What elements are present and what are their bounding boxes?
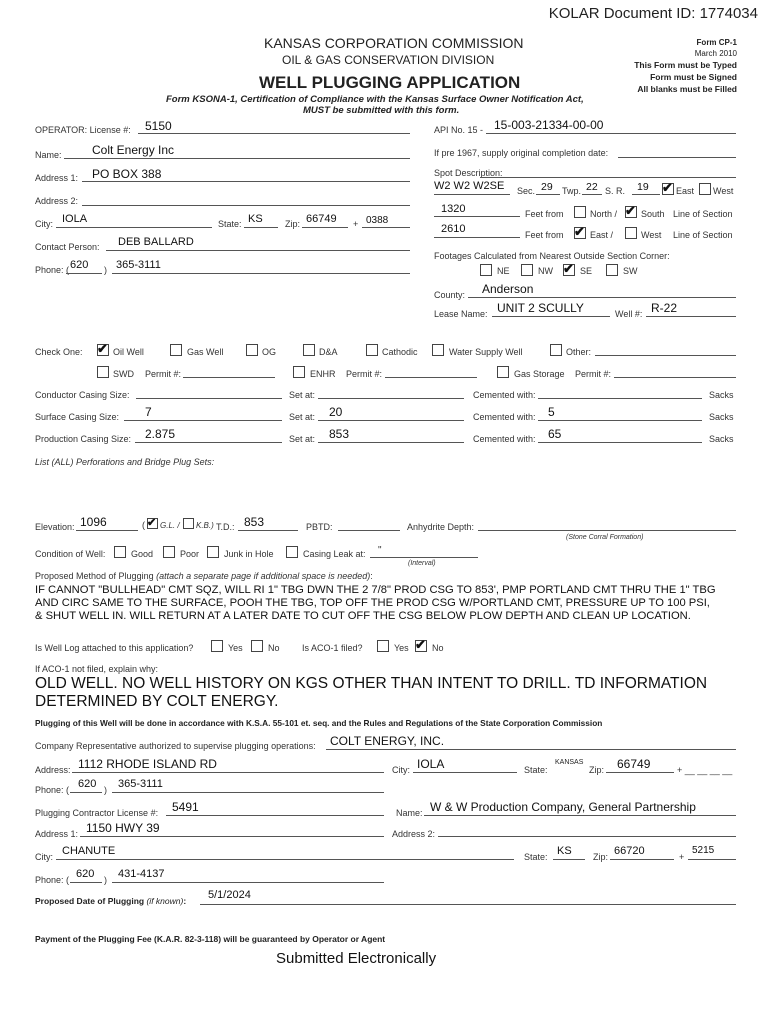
form-note-signed: Form must be Signed [650,72,737,82]
se-label: SE [580,266,593,276]
city-field[interactable]: IOLA [62,213,88,225]
surface-cemented-label: Cemented with: [473,412,536,422]
interval-note: (Interval) [408,560,436,567]
other-label: Other: [566,347,592,357]
poor-label: Poor [180,549,200,559]
good-label: Good [131,549,154,559]
sec-label: Sec. [517,186,536,196]
feet-from-label-1: Feet from [525,209,564,219]
east-footage-label: East / [590,230,614,240]
contractor-state-field[interactable]: KS [557,845,572,857]
other-checkbox[interactable] [550,344,562,356]
swd-checkbox[interactable] [97,366,109,378]
rep-address-field[interactable]: 1112 RHODE ISLAND RD [78,757,217,771]
anhydrite-label: Anhydrite Depth: [407,522,475,532]
log-yes-checkbox[interactable] [211,640,223,652]
stone-corral-note: (Stone Corral Formation) [566,534,644,541]
td-label: T.D.: [216,522,235,532]
ne-label: NE [497,266,510,276]
address2-label: Address 2: [35,196,79,206]
surface-cemented-field[interactable]: 5 [548,405,555,419]
good-checkbox[interactable] [114,546,126,558]
contractor-address1-field[interactable]: 1150 HWY 39 [86,821,160,835]
phone-label: Phone: ( [35,265,70,275]
production-casing-label: Production Casing Size: [35,434,132,444]
sw-checkbox[interactable] [606,264,618,276]
se-check-mark-icon: ✔ [563,261,574,276]
gl-check-mark-icon: ✔ [147,517,157,529]
corner-label: Footages Calculated from Nearest Outside Section Corner: [434,251,670,261]
swd-label: SWD [113,369,134,379]
sw-label: SW [623,266,638,276]
gas-well-checkbox[interactable] [170,344,182,356]
gas-well-label: Gas Well [187,347,224,357]
production-set-label: Set at: [289,434,316,444]
rep-zip-field[interactable]: 66749 [617,757,651,771]
conductor-casing-label: Conductor Casing Size: [35,390,130,400]
kb-checkbox[interactable] [183,518,194,529]
water-supply-label: Water Supply Well [449,347,523,357]
operator-license-field[interactable]: 5150 [145,119,172,133]
log-no-label: No [268,643,280,653]
elevation-label: Elevation: [35,522,75,532]
line-of-section-label-1: Line of Section [673,209,733,219]
footage-ew-field[interactable]: 2610 [441,223,466,235]
elevation-field[interactable]: 1096 [80,515,107,529]
surface-sacks-label: Sacks [709,412,734,422]
operator-name-label: Name: [35,150,62,160]
east-footage-check-mark-icon: ✔ [574,224,585,239]
well-number-field[interactable]: R-22 [651,301,678,315]
enhr-permit-label: Permit #: [346,369,383,379]
method-label: Proposed Method of Plugging (attach a separate page if additional space is needed): [35,571,373,581]
contractor-address2-label: Address 2: [392,829,436,839]
gas-storage-label: Gas Storage [514,369,565,379]
feet-from-label-2: Feet from [525,230,564,240]
form-note-typed: This Form must be Typed [634,60,737,70]
phone-area-field[interactable]: 620 [70,259,89,271]
casing-leak-checkbox[interactable] [286,546,298,558]
plugging-date-field[interactable]: 5/1/2024 [208,889,251,901]
nw-checkbox[interactable] [521,264,533,276]
phone-paren: ) [104,265,107,275]
document-id: KOLAR Document ID: 1774034 [548,5,758,22]
surface-size-field[interactable]: 7 [145,405,152,419]
production-sacks-label: Sacks [709,434,734,444]
range-label: S. R. [605,186,626,196]
nw-label: NW [538,266,553,276]
gl-label: G.L. / [160,521,180,530]
plugging-date-label: Proposed Date of Plugging (if known): [35,896,187,906]
submitted-electronically-text: Submitted Electronically [276,950,437,967]
north-checkbox[interactable] [574,206,586,218]
gas-storage-checkbox[interactable] [497,366,509,378]
contractor-address2-field[interactable] [438,836,736,837]
aco-yes-checkbox[interactable] [377,640,389,652]
oil-well-check-mark-icon: ✔ [97,341,108,356]
swd-permit-field[interactable] [183,377,275,378]
enhr-checkbox[interactable] [293,366,305,378]
conductor-cemented-label: Cemented with: [473,390,536,400]
rep-state-label: State: [524,765,548,775]
rep-address-label: Address: [35,765,71,775]
contractor-city-label: City: [35,852,53,862]
conductor-size-field[interactable] [136,398,282,399]
contractor-phone-field[interactable]: 431-4137 [118,868,165,880]
contractor-city-field[interactable]: CHANUTE [62,845,116,857]
south-label: South [641,209,665,219]
rep-state-field[interactable]: KANSAS [555,759,584,766]
conductor-set-field[interactable] [318,398,464,399]
swd-permit-label: Permit #: [145,369,182,379]
city-label: City: [35,219,53,229]
cathodic-label: Cathodic [382,347,418,357]
method-line-1: IF CANNOT "BULLHEAD" CMT SQZ, WILL RI 1" TBG DWN THE 2 7/8" PROD CSG TO 853', PMP PORTLAND CMT THRU THE 1" TBG [35,584,716,596]
other-field[interactable] [595,355,736,356]
enhr-label: ENHR [310,369,336,379]
casing-leak-field[interactable]: " [378,545,382,556]
surface-casing-label: Surface Casing Size: [35,412,120,422]
statute-text: Plugging of this Well will be done in accordance with K.S.A. 55-101 et. seq. and the Rules and Regulations of the State Corporation Commission [35,718,603,728]
north-label: North / [590,209,618,219]
twp-field[interactable]: 22 [586,181,598,193]
pbtd-label: PBTD: [306,522,333,532]
east-label: East [676,186,695,196]
elevation-paren-open: ( [142,520,145,530]
fee-guarantee-text: Payment of the Plugging Fee (K.A.R. 82-3-118) will be guaranteed by Operator or Agent [35,934,386,944]
contractor-phone-label: Phone: ( [35,875,70,885]
aco-no-check-mark-icon: ✔ [415,637,426,652]
line-of-section-label-2: Line of Section [673,230,733,240]
address1-label: Address 1: [35,173,79,183]
contractor-name-field[interactable]: W & W Production Company, General Partnership [430,800,696,814]
production-size-field[interactable]: 2.875 [145,427,176,441]
lease-name-label: Lease Name: [434,309,488,319]
rep-phone-field[interactable]: 365-3111 [118,778,163,790]
aco-explain-label: If ACO-1 not filed, explain why: [35,664,159,674]
zip-label: Zip: [285,219,301,229]
check-one-label: Check One: [35,347,83,357]
aco-explain-line-1: OLD WELL. NO WELL HISTORY ON KGS OTHER THAN INTENT TO DRILL. TD INFORMATION [35,675,708,692]
rep-label: Company Representative authorized to supervise plugging operations: [35,741,316,751]
south-check-mark-icon: ✔ [625,203,636,218]
zip-field[interactable]: 66749 [306,213,337,225]
rep-zip-label: Zip: [589,765,605,775]
cathodic-checkbox[interactable] [366,344,378,356]
agency-name: KANSAS CORPORATION COMMISSION [264,35,524,51]
condition-label: Condition of Well: [35,549,106,559]
contractor-license-field[interactable]: 5491 [172,800,199,814]
conductor-set-label: Set at: [289,390,316,400]
division-name: OIL & GAS CONSERVATION DIVISION [282,53,495,67]
rep-city-field[interactable]: IOLA [417,757,445,771]
form-note-filled: All blanks must be Filled [637,84,737,94]
production-cemented-label: Cemented with: [473,434,536,444]
form-number: Form CP-1 [696,38,737,47]
da-label: D&A [319,347,338,357]
production-cemented-field[interactable]: 65 [548,427,562,441]
contractor-state-label: State: [524,852,548,862]
twp-label: Twp. [562,186,582,196]
zip-plus: + [353,219,359,229]
sec-field[interactable]: 29 [541,181,553,193]
contractor-name-label: Name: [396,808,423,818]
west-checkbox[interactable] [699,183,711,195]
surface-set-label: Set at: [289,412,316,422]
contractor-zip4-field[interactable]: 5215 [692,845,715,856]
address1-field[interactable]: PO BOX 388 [92,167,162,181]
ne-checkbox[interactable] [480,264,492,276]
rep-field[interactable]: COLT ENERGY, INC. [330,734,445,748]
log-no-checkbox[interactable] [251,640,263,652]
production-set-field[interactable]: 853 [329,427,350,441]
contractor-phone-area-field[interactable]: 620 [76,868,95,880]
water-supply-checkbox[interactable] [432,344,444,356]
gas-storage-permit-field[interactable] [614,377,736,378]
perforations-label: List (ALL) Perforations and Bridge Plug Sets: [35,457,215,467]
og-label: OG [262,347,277,357]
page-title: WELL PLUGGING APPLICATION [259,73,521,92]
contractor-zip-plus: + [679,852,685,862]
contractor-zip-field[interactable]: 66720 [614,845,645,857]
api-field[interactable]: 15-003-21334-00-00 [494,118,604,132]
kb-label: K.B.) [196,521,214,530]
enhr-permit-field[interactable] [385,377,477,378]
operator-name-field[interactable]: Colt Energy Inc [92,143,175,157]
west-footage-label: West [641,230,662,240]
contractor-zip-label: Zip: [593,852,609,862]
gas-storage-permit-label: Permit #: [575,369,612,379]
form-subtitle-2: MUST be submitted with this form. [303,105,460,116]
casing-leak-label: Casing Leak at: [303,549,366,559]
api-label: API No. 15 - [434,125,484,135]
og-checkbox[interactable] [246,344,258,356]
county-label: County: [434,290,466,300]
pbtd-field[interactable] [338,530,400,531]
poor-checkbox[interactable] [163,546,175,558]
footage-ns-field[interactable]: 1320 [441,203,466,215]
aco-filed-label: Is ACO-1 filed? [302,643,363,653]
lease-name-field[interactable]: UNIT 2 SCULLY [497,301,584,315]
method-line-3: & SHUT WELL IN. WILL RETURN AT A LATER DATE TO CUT OFF THE CSG BELOW PLOW DEPTH AND CLEAN UP LOCATION. [35,610,691,622]
junk-checkbox[interactable] [207,546,219,558]
contractor-address1-label: Address 1: [35,829,79,839]
west-footage-checkbox[interactable] [625,227,637,239]
junk-label: Junk in Hole [224,549,274,559]
rep-phone-area-field[interactable]: 620 [78,778,97,790]
operator-license-label: OPERATOR: License #: [35,125,131,135]
east-check-mark-icon: ✔ [662,180,673,195]
spot-field[interactable]: W2 W2 W2SE [434,180,505,192]
address2-field[interactable] [82,205,410,206]
pre1967-field[interactable] [618,157,736,158]
contact-label: Contact Person: [35,242,100,252]
log-yes-label: Yes [228,643,243,653]
aco-no-label: No [432,643,444,653]
method-line-2: AND CIRC SAME TO THE SURFACE, POOH THE TBG, TOP OFF THE PROD CSG W/PORTLAND CMT, PRESSURE UP TO 100 PSI, [35,597,710,609]
pre1967-label: If pre 1967, supply original completion date: [434,148,609,158]
contractor-phone-paren: ) [104,875,107,885]
west-label: West [713,186,734,196]
contractor-license-label: Plugging Contractor License #: [35,808,159,818]
conductor-cemented-field[interactable] [538,398,702,399]
rep-phone-label: Phone: ( [35,785,70,795]
rep-zip4-field[interactable]: + __ __ __ __ [677,765,733,775]
surface-set-field[interactable]: 20 [329,405,343,419]
td-field[interactable]: 853 [244,515,265,529]
spot-label: Spot Description: [434,168,503,178]
state-field[interactable]: KS [248,213,263,225]
well-log-label: Is Well Log attached to this application? [35,643,194,653]
phone-field[interactable]: 365-3111 [116,259,161,271]
rep-city-label: City: [392,765,410,775]
aco-explain-line-2: DETERMINED BY COLT ENERGY. [35,693,279,710]
well-number-label: Well #: [615,309,643,319]
county-field[interactable]: Anderson [482,282,534,296]
form-date: March 2010 [694,49,737,58]
contact-field[interactable]: DEB BALLARD [118,236,194,248]
form-subtitle-1: Form KSONA-1, Certification of Compliance with the Kansas Surface Owner Notification Act, [166,94,584,105]
oil-well-label: Oil Well [113,347,144,357]
rep-phone-paren: ) [104,785,107,795]
aco-yes-label: Yes [394,643,409,653]
conductor-sacks-label: Sacks [709,390,734,400]
range-field[interactable]: 19 [637,181,649,193]
zip4-field[interactable]: 0388 [366,215,389,226]
state-label: State: [218,219,242,229]
anhydrite-field[interactable] [478,530,736,531]
da-checkbox[interactable] [303,344,315,356]
